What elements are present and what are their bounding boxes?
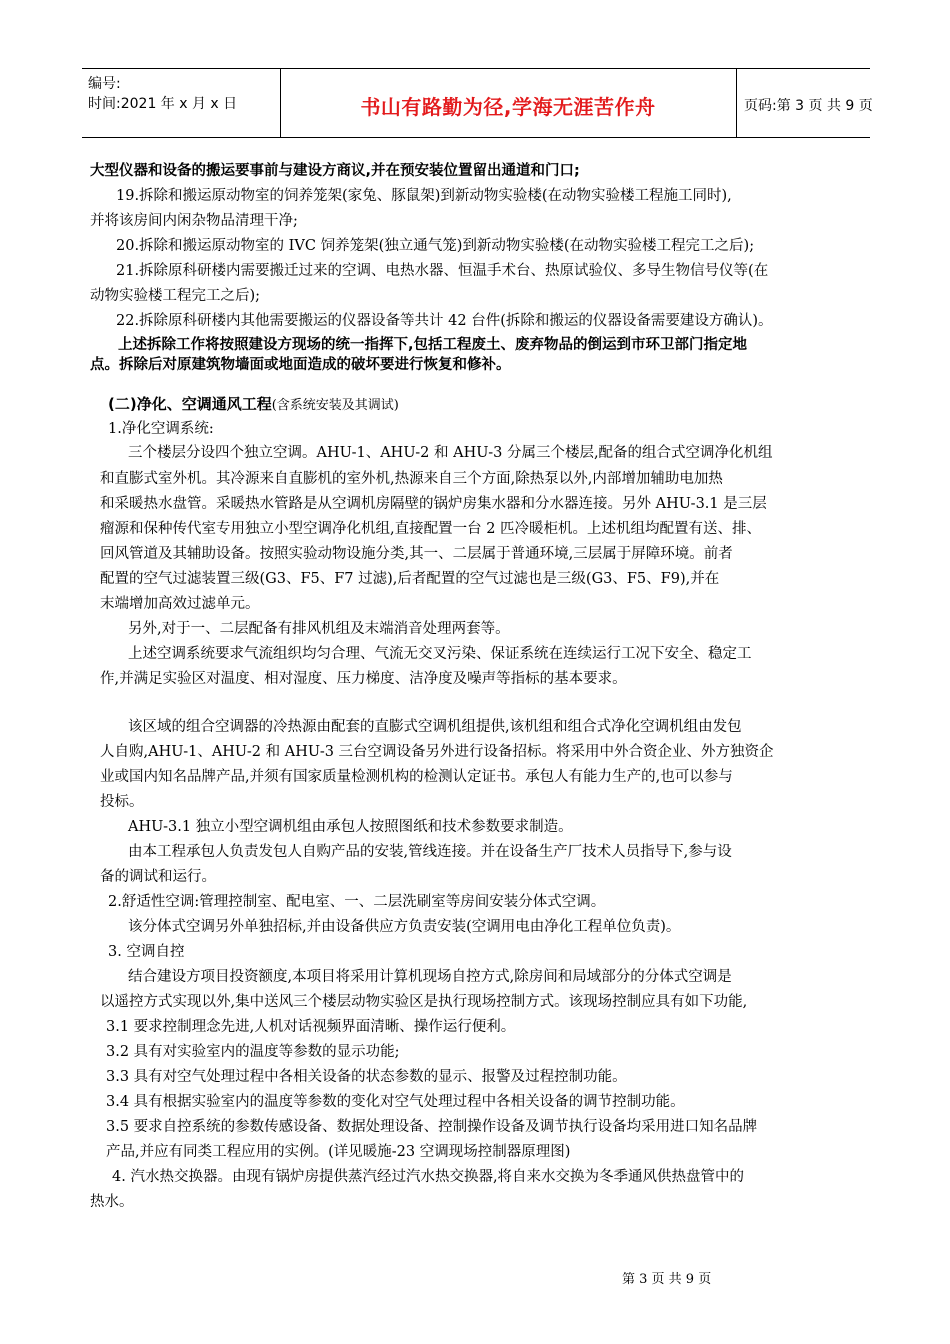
section-heading: (二)净化、空调通风工程: [108, 395, 272, 413]
list-item-3-4: 3.4 具有根据实验室内的温度等参数的变化对空气处理过程中各相关设备的调节控制功能。: [106, 1094, 685, 1110]
section-title: [108, 395, 399, 415]
paragraph-line: 上述空调系统要求气流组织均匀合理、气流无交叉污染、保证系统在连续运行工况下安全、稳定工: [128, 646, 752, 662]
paragraph-line: 备的调试和运行。: [100, 869, 216, 885]
list-item-20: 20.拆除和搬运原动物室的 IVC 饲养笼架(独立通气笼)到新动物实验楼(在动物实验楼工程完工之后);: [116, 238, 755, 254]
list-item-3-3: 3.3 具有对空气处理过程中各相关设备的状态参数的显示、报警及过程控制功能。: [106, 1069, 627, 1085]
paragraph-line: 末端增加高效过滤单元。: [100, 596, 260, 612]
paragraph-line: AHU-3.1 独立小型空调机组由承包人按照图纸和技术参数要求制造。: [128, 819, 573, 835]
list-item-3-5: 3.5 要求自控系统的参数传感设备、数据处理设备、控制操作设备及调节执行设备均采用进口知名品牌: [106, 1119, 758, 1135]
demolition-summary: 上述拆除工作将按照建设方现场的统一指挥下,包括工程废土、废弃物品的倒运到市环卫部门指定地: [118, 337, 748, 353]
paragraph-line: 热水。: [90, 1194, 134, 1210]
paragraph-line: 作,并满足实验区对温度、相对湿度、压力梯度、洁净度及噪声等指标的基本要求。: [100, 671, 627, 687]
page-footer: 第 3 页 共 9 页: [622, 1272, 712, 1287]
paragraph-line: 该区域的组合空调器的冷热源由配套的直膨式空调机组提供,该机组和组合式净化空调机组由发包: [128, 719, 742, 735]
doc-number-label: 编号:: [88, 76, 121, 92]
header-motto-cell: [280, 69, 737, 137]
paragraph-line: 该分体式空调另外单独招标,并由设备供应方负责安装(空调用电由净化工程单位负责)。: [128, 919, 681, 935]
paragraph-line: 瘤源和保种传代室专用独立小型空调净化机组,直接配置一台 2 匹冷暖柜机。上述机组均配置有送、排、: [100, 521, 762, 537]
demolition-summary-cont: 点。拆除后对原建筑物墙面或地面造成的破坏要进行恢复和修补。: [90, 357, 511, 373]
list-item-3-2: 3.2 具有对实验室内的温度等参数的显示功能;: [106, 1044, 400, 1060]
paragraph-line: 大型仪器和设备的搬运要事前与建设方商议,并在预安装位置留出通道和门口;: [90, 163, 580, 179]
paragraph-line: 人自购,AHU-1、AHU-2 和 AHU-3 三台空调设备另外进行设备招标。将采用中外合资企业、外方独资企: [100, 744, 774, 760]
paragraph-line: 以遥控方式实现以外,集中送风三个楼层动物实验区是执行现场控制方式。该现场控制应具有如下功能,: [100, 994, 748, 1010]
header-info-cell: [82, 69, 281, 137]
paragraph-line: 和直膨式室外机。其冷源来自直膨机的室外机,热源来自三个方面,除热泵以外,内部增加辅助电加热: [100, 471, 723, 487]
list-item-21-cont: 动物实验楼工程完工之后);: [90, 288, 261, 304]
list-item-3-5-cont: 产品,并应有同类工程应用的实例。(详见暖施-23 空调现场控制器原理图): [106, 1144, 571, 1160]
paragraph-line: 配置的空气过滤装置三级(G3、F5、F7 过滤),后者配置的空气过滤也是三级(G3、F5、F9),并在: [100, 571, 720, 587]
list-item-3-1: 3.1 要求控制理念先进,人机对话视频界面清晰、操作运行便利。: [106, 1019, 516, 1035]
paragraph-line: 业或国内知名品牌产品,并须有国家质量检测机构的检测认定证书。承包人有能力生产的,也可以参与: [100, 769, 733, 785]
header-page-number: 页码:第 3 页 共 9 页: [744, 98, 873, 114]
subsection-heading: 4. 汽水热交换器。由现有锅炉房提供蒸汽经过汽水热交换器,将自来水交换为冬季通风供热盘管中的: [112, 1169, 745, 1185]
section-note: (含系统安装及其调试): [271, 398, 399, 413]
list-item-21: 21.拆除原科研楼内需要搬迁过来的空调、电热水器、恒温手术台、热原试验仪、多导生物信号仪等(在: [116, 263, 769, 279]
header-motto: 书山有路勤为径,学海无涯苦作舟: [360, 95, 656, 119]
subsection-heading: 1.净化空调系统:: [108, 421, 214, 437]
header-page-cell: [736, 69, 873, 137]
paragraph-line: 另外,对于一、二层配备有排风机组及末端消音处理两套等。: [128, 621, 510, 637]
list-item-19: 19.拆除和搬运原动物室的饲养笼架(家兔、豚鼠架)到新动物实验楼(在动物实验楼工程施工同时),: [116, 188, 732, 204]
page-header: [82, 68, 873, 138]
paragraph-line: 结合建设方项目投资额度,本项目将采用计算机现场自控方式,除房间和局域部分的分体式空调是: [128, 969, 732, 985]
subsection-heading: 3. 空调自控: [108, 944, 185, 960]
paragraph-line: 投标。: [100, 794, 144, 810]
paragraph-line: 和采暖热水盘管。采暖热水管路是从空调机房隔壁的锅炉房集水器和分水器连接。另外 AHU-3.1 是三层: [100, 496, 767, 512]
paragraph-line: 三个楼层分设四个独立空调。AHU-1、AHU-2 和 AHU-3 分属三个楼层,配备的组合式空调净化机组: [128, 445, 773, 461]
subsection-heading: 2.舒适性空调:管理控制室、配电室、一、二层洗刷室等房间安装分体式空调。: [108, 894, 606, 910]
doc-date-label: 时间:2021 年 x 月 x 日: [88, 96, 238, 112]
list-item-19-cont: 并将该房间内闲杂物品清理干净;: [90, 213, 298, 229]
list-item-22: 22.拆除原科研楼内其他需要搬运的仪器设备等共计 42 台件(拆除和搬运的仪器设备需要建设方确认)。: [116, 313, 773, 329]
paragraph-line: 回风管道及其辅助设备。按照实验动物设施分类,其一、二层属于普通环境,三层属于屏障环境。前者: [100, 546, 733, 562]
paragraph-line: 由本工程承包人负责发包人自购产品的安装,管线连接。并在设备生产厂技术人员指导下,参与设: [128, 844, 732, 860]
